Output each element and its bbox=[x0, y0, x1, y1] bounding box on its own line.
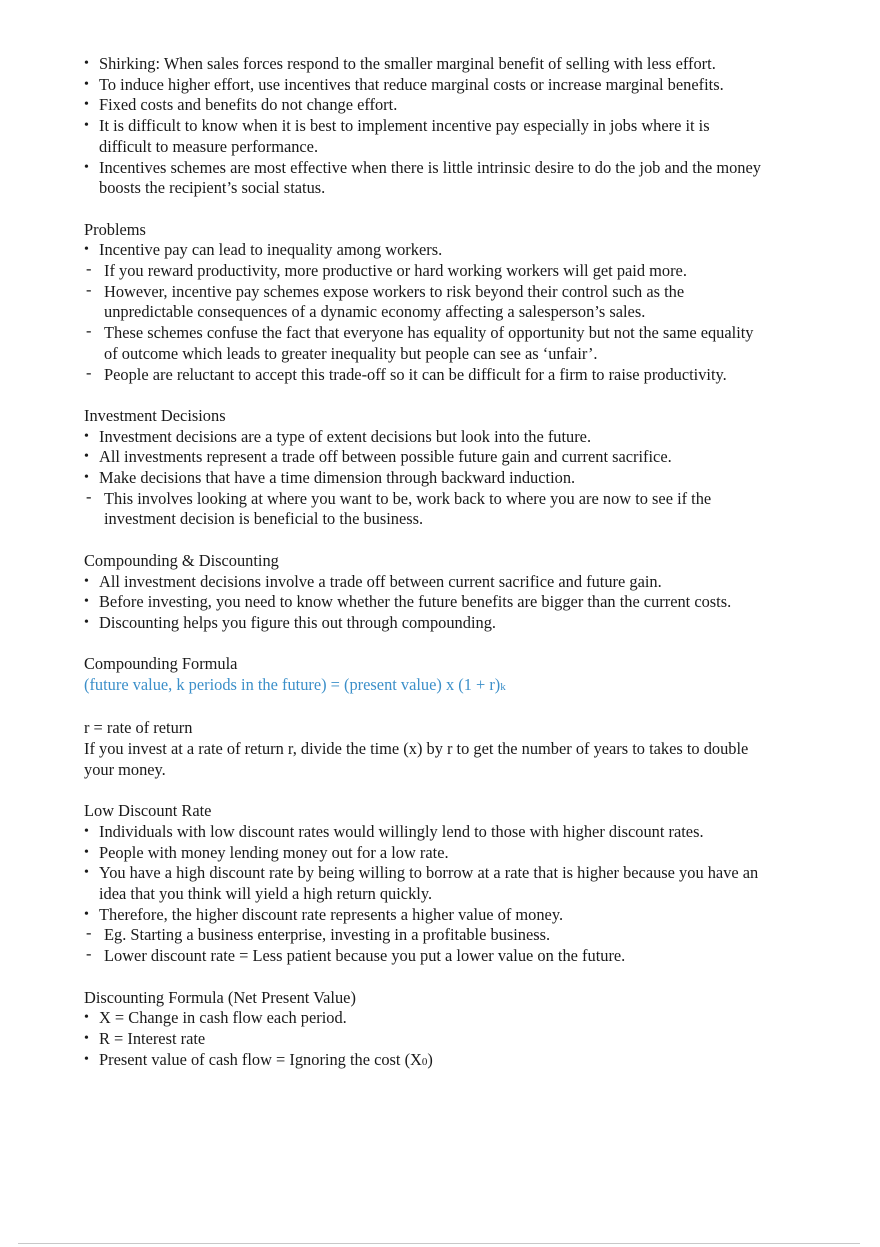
section-heading: Discounting Formula (Net Present Value) bbox=[84, 987, 356, 1007]
spacer bbox=[84, 781, 764, 802]
low-discount-section bbox=[84, 801, 764, 967]
document-page bbox=[84, 54, 764, 1072]
rate-section bbox=[84, 718, 764, 780]
list-item: • To induce higher effort, use incentives that reduce marginal costs or increase marginal benefits. bbox=[84, 75, 764, 96]
rate-definition: r = rate of return bbox=[84, 718, 193, 738]
npv-section bbox=[84, 988, 764, 1073]
spacer bbox=[84, 199, 764, 220]
formula-expression: (future value, k periods in the future) = (present value) x (1 + r) bbox=[84, 675, 501, 695]
list-item: • It is difficult to know when it is best to implement incentive pay especially in jobs where it is difficult to measure performance. bbox=[84, 116, 764, 157]
list-item: • R = Interest rate bbox=[84, 1029, 764, 1050]
list-item bbox=[84, 1050, 764, 1073]
compounding-formula bbox=[84, 675, 764, 698]
investment-section bbox=[84, 406, 764, 530]
list-item: • Incentives schemes are most effective when there is little intrinsic desire to do the job and the money boosts the recipient’s social status. bbox=[84, 158, 764, 199]
section-heading: Compounding Formula bbox=[84, 654, 238, 674]
npv-item-suffix: ) bbox=[427, 1049, 433, 1069]
footer-divider bbox=[18, 1243, 860, 1244]
list-item: • All investment decisions involve a trade off between current sacrifice and future gain. bbox=[84, 572, 764, 593]
section-heading: Low Discount Rate bbox=[84, 801, 212, 821]
spacer bbox=[84, 967, 764, 988]
list-item: • Fixed costs and benefits do not change effort. bbox=[84, 95, 764, 116]
section-heading: Compounding & Discounting bbox=[84, 550, 279, 570]
section-heading: Investment Decisions bbox=[84, 405, 226, 425]
list-item: - However, incentive pay schemes expose workers to risk beyond their control such as the unpredictable consequences of a dynamic economy affecting a salesperson’s sales. bbox=[84, 282, 764, 323]
list-item: - Lower discount rate = Less patient because you put a lower value on the future. bbox=[84, 946, 764, 967]
list-item: • All investments represent a trade off between possible future gain and current sacrifice. bbox=[84, 447, 764, 468]
list-item: - People are reluctant to accept this trade-off so it can be difficult for a firm to raise productivity. bbox=[84, 365, 764, 386]
section-heading: Problems bbox=[84, 219, 146, 239]
list-item: • You have a high discount rate by being willing to borrow at a rate that is higher because you have an idea that you think will yield a high return quickly. bbox=[84, 863, 764, 904]
list-item: • Before investing, you need to know whether the future benefits are bigger than the current costs. bbox=[84, 592, 764, 613]
formula-exponent: k bbox=[500, 681, 506, 694]
list-item: - Eg. Starting a business enterprise, investing in a profitable business. bbox=[84, 925, 764, 946]
list-item: - This involves looking at where you want to be, work back to where you are now to see if the investment decision is beneficial to the business. bbox=[84, 489, 764, 530]
list-item: • Discounting helps you figure this out through compounding. bbox=[84, 613, 764, 634]
list-item: • Make decisions that have a time dimension through backward induction. bbox=[84, 468, 764, 489]
spacer bbox=[84, 385, 764, 406]
problems-section bbox=[84, 220, 764, 386]
rate-explanation: If you invest at a rate of return r, divide the time (x) by r to get the number of years to takes to double your money. bbox=[84, 739, 749, 779]
list-item: • X = Change in cash flow each period. bbox=[84, 1008, 764, 1029]
list-item: - If you reward productivity, more productive or hard working workers will get paid more. bbox=[84, 261, 764, 282]
spacer bbox=[84, 634, 764, 655]
spacer bbox=[84, 698, 764, 719]
compounding-section bbox=[84, 551, 764, 634]
npv-item-subscript: 0 bbox=[421, 1055, 428, 1068]
list-item: • Incentive pay can lead to inequality among workers. bbox=[84, 240, 764, 261]
list-item: • Shirking: When sales forces respond to the smaller marginal benefit of selling with less effort. bbox=[84, 54, 764, 75]
list-item: • Therefore, the higher discount rate represents a higher value of money. bbox=[84, 905, 764, 926]
npv-item-prefix: Present value of cash flow = Ignoring the cost (X bbox=[99, 1049, 422, 1069]
list-item: • People with money lending money out for a low rate. bbox=[84, 843, 764, 864]
list-item: - These schemes confuse the fact that everyone has equality of opportunity but not the same equality of outcome which leads to greater inequality but people can see as ‘unfair’. bbox=[84, 323, 764, 364]
spacer bbox=[84, 530, 764, 551]
intro-section bbox=[84, 54, 764, 199]
list-item: • Individuals with low discount rates would willingly lend to those with higher discount rates. bbox=[84, 822, 764, 843]
formula-section bbox=[84, 654, 764, 697]
list-item: • Investment decisions are a type of extent decisions but look into the future. bbox=[84, 427, 764, 448]
